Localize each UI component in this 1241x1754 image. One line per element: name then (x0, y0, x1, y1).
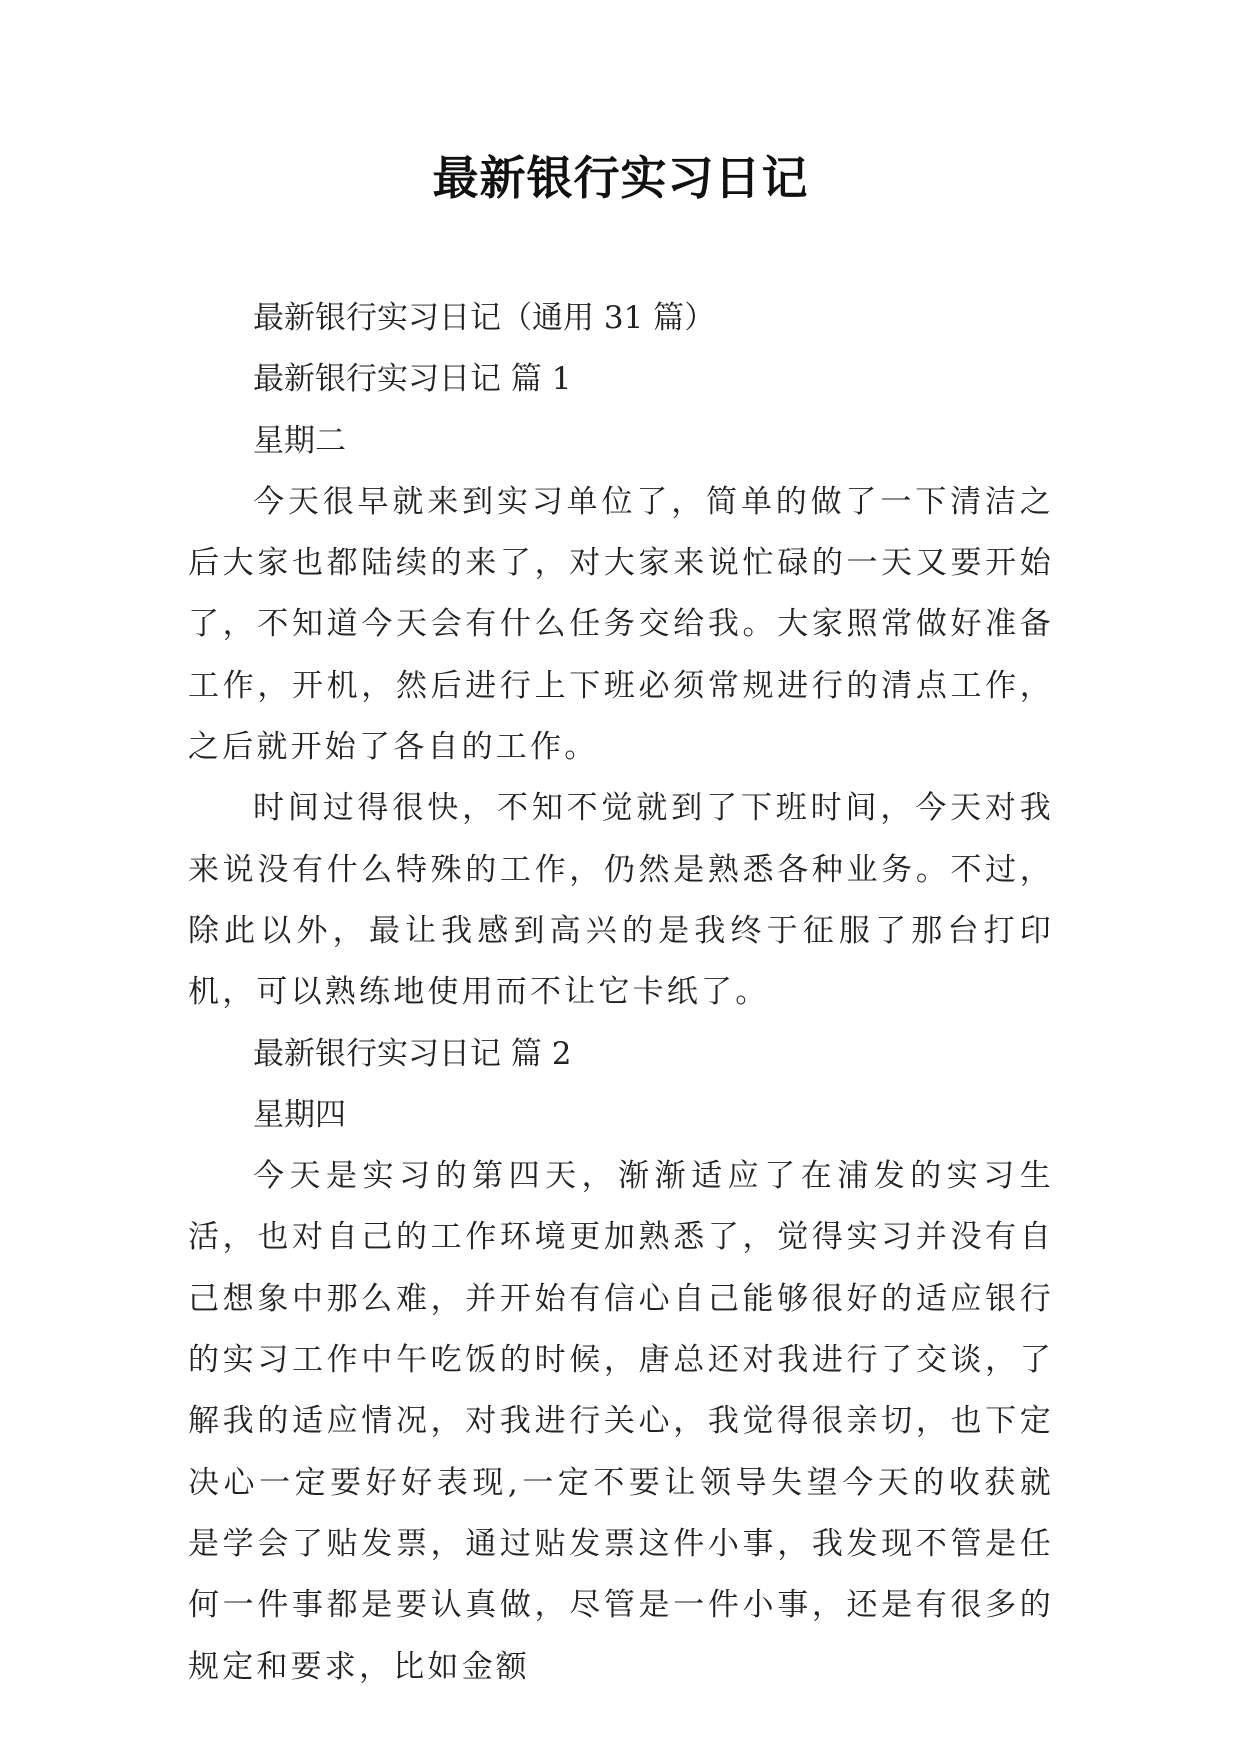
weekday-line: 星期四 (253, 1096, 346, 1133)
section-heading: 最新银行实习日记 篇 1 (253, 361, 572, 398)
subtitle-line: 最新银行实习日记（通用 31 篇） (253, 300, 716, 336)
section-heading: 最新银行实习日记 篇 2 (253, 1035, 572, 1072)
document-body (188, 288, 1054, 1698)
document-title: 最新银行实习日记 (432, 151, 809, 205)
paragraph: 时间过得很快，不知不觉就到了下班时间，今天对我来说没有什么特殊的工作，仍然是熟悉各种业务。不过，除此以外，最让我感到高兴的是我终于征服了那台打印机，可以熟练地使用而不让它卡纸了。 (188, 790, 1054, 1011)
weekday-line: 星期二 (253, 422, 346, 459)
paragraph: 今天很早就来到实习单位了，简单的做了一下清洁之后大家也都陆续的来了，对大家来说忙碌的一天又要开始了，不知道今天会有什么任务交给我。大家照常做好准备工作，开机，然后进行上下班必须常规进行的清点工作，之后就开始了各自的工作。 (188, 483, 1054, 766)
paragraph: 今天是实习的第四天，渐渐适应了在浦发的实习生活，也对自己的工作环境更加熟悉了，觉得实习并没有自己想象中那么难，并开始有信心自己能够很好的适应银行的实习工作中午吃饭的时候，唐总还对我进行了交谈，了解我的适应情况，对我进行关心，我觉得很亲切，也下定决心一定要好好表现,一定不要让领导失望今天的收获就是学会了贴发票，通过贴发票这件小事，我发现不管是任何一件事都是要认真做，尽管是一件小事，还是有很多的规定和要求，比如金额 (188, 1158, 1054, 1685)
